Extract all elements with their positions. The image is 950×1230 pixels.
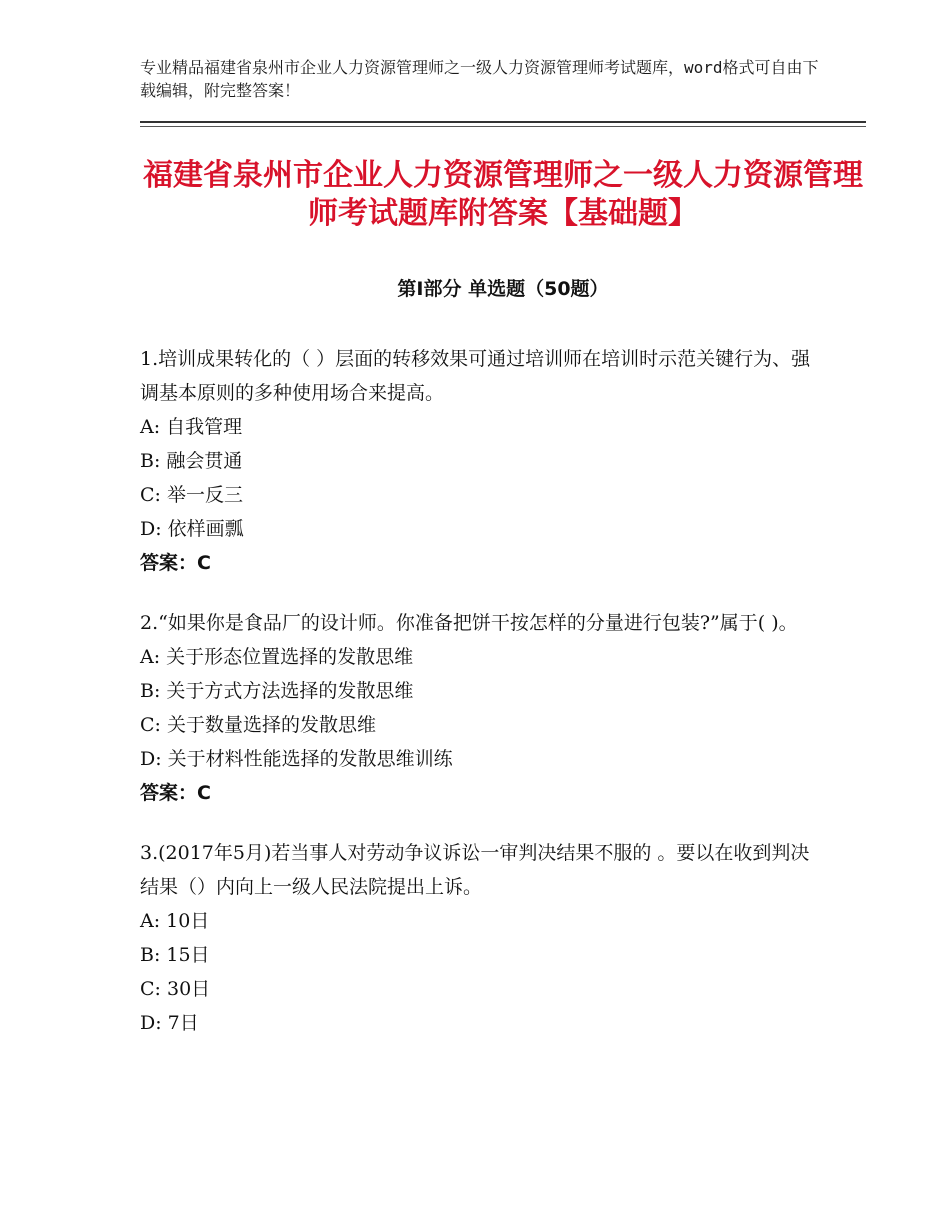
question-list <box>140 342 820 1066</box>
option-c: C: 关于数量选择的发散思维 <box>140 714 376 736</box>
option-d: D: 依样画瓢 <box>140 518 244 540</box>
question-item <box>140 836 820 1040</box>
option-d: D: 7日 <box>140 1012 199 1034</box>
header-note: 专业精品福建省泉州市企业人力资源管理师之一级人力资源管理师考试题库，word格式可自由下载编辑，附完整答案！ <box>140 58 819 100</box>
question-text: 3.(2017年5月)若当事人对劳动争议诉讼一审判决结果不服的 。要以在收到判决结果（）内向上一级人民法院提出上诉。 <box>140 842 810 898</box>
option-a: A: 自我管理 <box>140 416 243 438</box>
header-divider-thick <box>140 121 866 123</box>
header-divider-thin <box>140 126 866 127</box>
question-text: 1.培训成果转化的（ ）层面的转移效果可通过培训师在培训时示范关键行为、强调基本原则的多种使用场合来提高。 <box>140 348 811 404</box>
option-a: A: 10日 <box>140 910 210 932</box>
option-a: A: 关于形态位置选择的发散思维 <box>140 646 414 668</box>
answer-text: 答案：C <box>140 782 211 804</box>
option-b: B: 15日 <box>140 944 210 966</box>
option-b: B: 融会贯通 <box>140 450 243 472</box>
option-c: C: 举一反三 <box>140 484 243 506</box>
question-text: 2.“如果你是食品厂的设计师。你准备把饼干按怎样的分量进行包装?”属于( )。 <box>140 612 798 634</box>
option-d: D: 关于材料性能选择的发散思维训练 <box>140 748 453 770</box>
section-heading: 第Ⅰ部分 单选题（50题） <box>397 278 609 300</box>
answer-text: 答案：C <box>140 552 211 574</box>
question-item <box>140 342 820 580</box>
document-title: 福建省泉州市企业人力资源管理师之一级人力资源管理师考试题库附答案【基础题】 <box>143 158 863 231</box>
question-item <box>140 606 820 810</box>
option-b: B: 关于方式方法选择的发散思维 <box>140 680 414 702</box>
option-c: C: 30日 <box>140 978 211 1000</box>
